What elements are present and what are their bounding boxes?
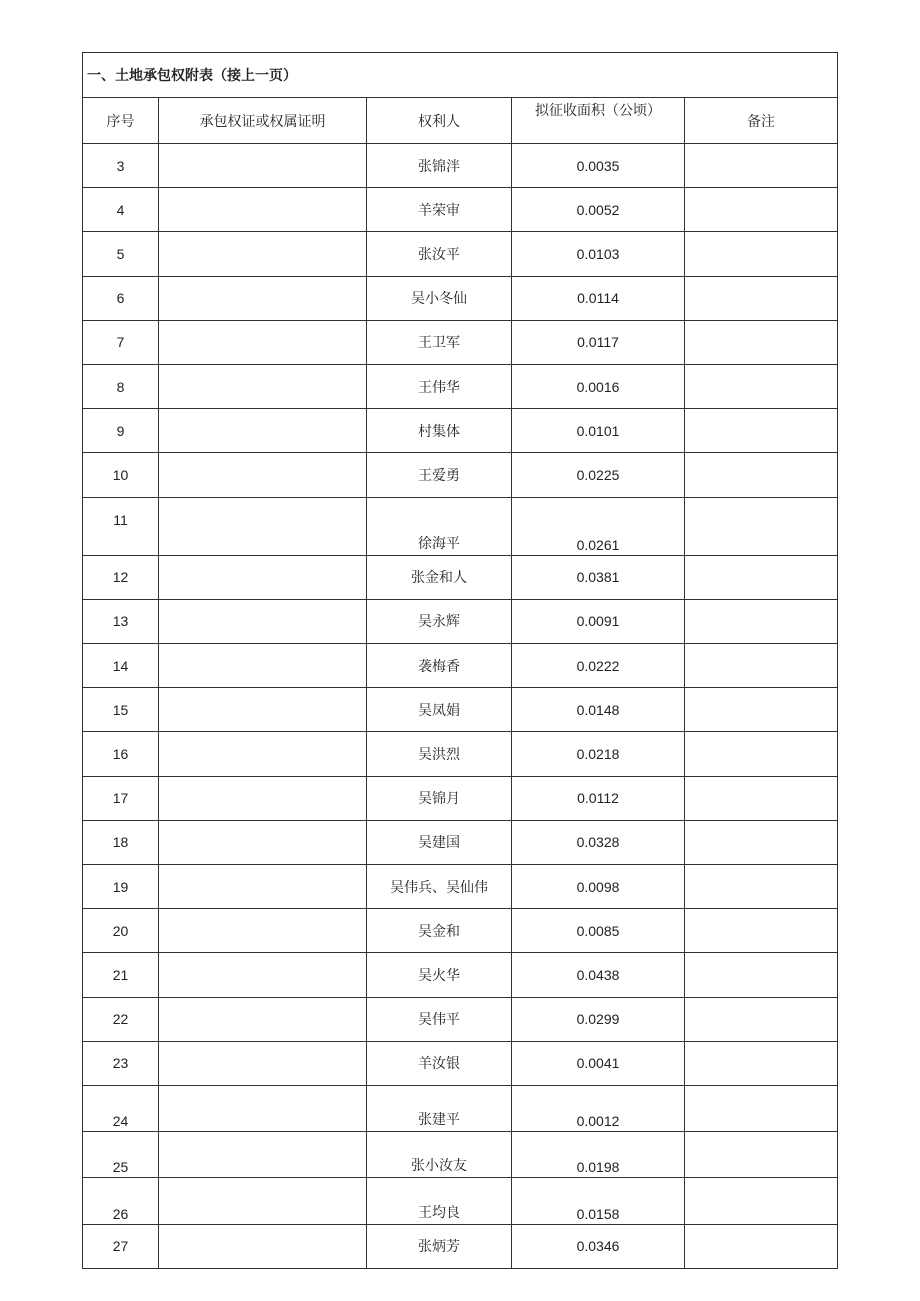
table-row: [83, 820, 838, 864]
cell-remark: [685, 599, 838, 643]
cell-area: 0.0328: [512, 820, 685, 864]
cell-holder: 王卫军: [367, 320, 512, 364]
table-row: [83, 320, 838, 364]
cell-holder: 羊汝银: [367, 1041, 512, 1085]
cell-area: 0.0041: [512, 1041, 685, 1085]
cell-holder: 王爱勇: [367, 453, 512, 497]
table-row: [83, 1085, 838, 1131]
cell-remark: [685, 453, 838, 497]
cell-remark: [685, 997, 838, 1041]
cell-holder: 吴锦月: [367, 776, 512, 820]
cell-cert: [159, 409, 367, 453]
cell-area: 0.0112: [512, 776, 685, 820]
cell-area: 0.0346: [512, 1224, 685, 1268]
cell-area: 0.0103: [512, 232, 685, 276]
cell-remark: [685, 953, 838, 997]
cell-seq: 4: [83, 188, 159, 232]
table-row: [83, 232, 838, 276]
cell-remark: [685, 320, 838, 364]
cell-cert: [159, 732, 367, 776]
cell-holder: 吴火华: [367, 953, 512, 997]
cell-remark: [685, 1041, 838, 1085]
cell-area: 0.0016: [512, 364, 685, 408]
table-row: [83, 453, 838, 497]
cell-cert: [159, 1041, 367, 1085]
cell-area: 0.0052: [512, 188, 685, 232]
table-row: [83, 364, 838, 408]
cell-seq: 12: [83, 555, 159, 599]
cell-cert: [159, 909, 367, 953]
cell-seq: 10: [83, 453, 159, 497]
table-row: [83, 909, 838, 953]
cell-area: 0.0261: [512, 497, 685, 555]
table-row: [83, 497, 838, 555]
cell-area: 0.0035: [512, 144, 685, 188]
cell-holder: 张炳芳: [367, 1224, 512, 1268]
cell-cert: [159, 144, 367, 188]
cell-seq: 25: [83, 1132, 159, 1178]
cell-holder: 吴伟平: [367, 997, 512, 1041]
cell-holder: 吴小冬仙: [367, 276, 512, 320]
cell-holder: 吴凤娟: [367, 688, 512, 732]
cell-area: 0.0381: [512, 555, 685, 599]
cell-seq: 17: [83, 776, 159, 820]
cell-area: 0.0114: [512, 276, 685, 320]
table-row: [83, 1132, 838, 1178]
cell-cert: [159, 1178, 367, 1224]
table-title: 一、土地承包权附表（接上一页）: [83, 53, 838, 98]
cell-seq: 16: [83, 732, 159, 776]
cell-cert: [159, 276, 367, 320]
cell-remark: [685, 865, 838, 909]
cell-cert: [159, 820, 367, 864]
table-row: [83, 776, 838, 820]
table-row: [83, 865, 838, 909]
cell-cert: [159, 1085, 367, 1131]
cell-seq: 8: [83, 364, 159, 408]
cell-seq: 24: [83, 1085, 159, 1131]
cell-remark: [685, 555, 838, 599]
cell-remark: [685, 1224, 838, 1268]
cell-seq: 9: [83, 409, 159, 453]
cell-cert: [159, 497, 367, 555]
cell-remark: [685, 409, 838, 453]
cell-cert: [159, 688, 367, 732]
table-title-row: [83, 53, 838, 98]
cell-holder: 徐海平: [367, 497, 512, 555]
cell-cert: [159, 599, 367, 643]
cell-remark: [685, 1178, 838, 1224]
cell-holder: 张锦泮: [367, 144, 512, 188]
cell-holder: 王伟华: [367, 364, 512, 408]
table-row: [83, 409, 838, 453]
cell-cert: [159, 997, 367, 1041]
cell-remark: [685, 688, 838, 732]
cell-seq: 15: [83, 688, 159, 732]
cell-area: 0.0117: [512, 320, 685, 364]
cell-area: 0.0222: [512, 644, 685, 688]
table-row: [83, 599, 838, 643]
cell-remark: [685, 364, 838, 408]
land-contract-table: [82, 52, 838, 1269]
cell-holder: 村集体: [367, 409, 512, 453]
cell-area: 0.0438: [512, 953, 685, 997]
cell-area: 0.0218: [512, 732, 685, 776]
cell-seq: 21: [83, 953, 159, 997]
cell-holder: 吴建国: [367, 820, 512, 864]
cell-holder: 吴洪烈: [367, 732, 512, 776]
cell-seq: 11: [83, 497, 159, 555]
cell-seq: 13: [83, 599, 159, 643]
header-cert: 承包权证或权属证明: [159, 98, 367, 144]
table-row: [83, 997, 838, 1041]
land-contract-table-sheet: [82, 52, 837, 1269]
cell-seq: 20: [83, 909, 159, 953]
table-row: [83, 1224, 838, 1268]
header-seq: 序号: [83, 98, 159, 144]
cell-remark: [685, 909, 838, 953]
cell-holder: 吴伟兵、吴仙伟: [367, 865, 512, 909]
cell-seq: 27: [83, 1224, 159, 1268]
cell-seq: 19: [83, 865, 159, 909]
cell-remark: [685, 188, 838, 232]
cell-holder: 张金和人: [367, 555, 512, 599]
cell-remark: [685, 1085, 838, 1131]
table-row: [83, 688, 838, 732]
table-row: [83, 1178, 838, 1224]
cell-seq: 26: [83, 1178, 159, 1224]
cell-area: 0.0098: [512, 865, 685, 909]
table-row: [83, 1041, 838, 1085]
cell-area: 0.0148: [512, 688, 685, 732]
cell-area: 0.0299: [512, 997, 685, 1041]
cell-cert: [159, 320, 367, 364]
cell-holder: 张建平: [367, 1085, 512, 1131]
cell-area: 0.0225: [512, 453, 685, 497]
cell-remark: [685, 732, 838, 776]
cell-holder: 张汝平: [367, 232, 512, 276]
cell-remark: [685, 276, 838, 320]
cell-holder: 张小汝友: [367, 1132, 512, 1178]
cell-cert: [159, 453, 367, 497]
cell-cert: [159, 188, 367, 232]
cell-area: 0.0158: [512, 1178, 685, 1224]
cell-cert: [159, 953, 367, 997]
cell-seq: 3: [83, 144, 159, 188]
cell-cert: [159, 1132, 367, 1178]
cell-seq: 7: [83, 320, 159, 364]
cell-area: 0.0198: [512, 1132, 685, 1178]
cell-remark: [685, 776, 838, 820]
table-row: [83, 276, 838, 320]
cell-area: 0.0101: [512, 409, 685, 453]
cell-holder: 王均良: [367, 1178, 512, 1224]
table-row: [83, 732, 838, 776]
cell-cert: [159, 865, 367, 909]
header-area: 拟征收面积（公顷）: [512, 98, 685, 144]
cell-remark: [685, 820, 838, 864]
table-header-row: [83, 98, 838, 144]
cell-seq: 14: [83, 644, 159, 688]
cell-remark: [685, 232, 838, 276]
cell-remark: [685, 497, 838, 555]
cell-holder: 吴永辉: [367, 599, 512, 643]
cell-area: 0.0085: [512, 909, 685, 953]
cell-seq: 5: [83, 232, 159, 276]
header-remark: 备注: [685, 98, 838, 144]
cell-remark: [685, 144, 838, 188]
cell-remark: [685, 1132, 838, 1178]
cell-holder: 吴金和: [367, 909, 512, 953]
table-row: [83, 953, 838, 997]
cell-holder: 袭梅香: [367, 644, 512, 688]
cell-seq: 6: [83, 276, 159, 320]
cell-seq: 23: [83, 1041, 159, 1085]
cell-cert: [159, 776, 367, 820]
table-row: [83, 644, 838, 688]
cell-cert: [159, 555, 367, 599]
cell-cert: [159, 1224, 367, 1268]
cell-cert: [159, 644, 367, 688]
cell-area: 0.0012: [512, 1085, 685, 1131]
cell-seq: 18: [83, 820, 159, 864]
header-holder: 权利人: [367, 98, 512, 144]
cell-seq: 22: [83, 997, 159, 1041]
table-row: [83, 188, 838, 232]
cell-remark: [685, 644, 838, 688]
cell-holder: 羊荣审: [367, 188, 512, 232]
table-row: [83, 555, 838, 599]
cell-cert: [159, 232, 367, 276]
cell-area: 0.0091: [512, 599, 685, 643]
cell-cert: [159, 364, 367, 408]
table-row: [83, 144, 838, 188]
